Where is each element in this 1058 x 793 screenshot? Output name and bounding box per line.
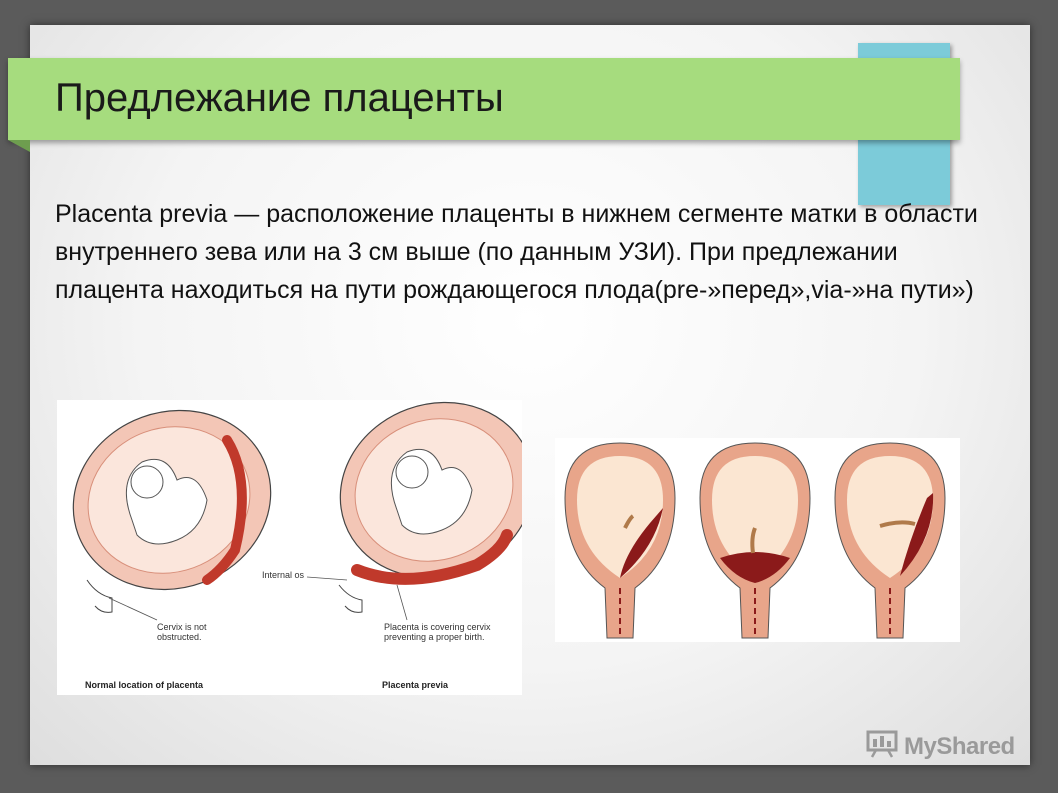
caption-normal-location: Normal location of placenta: [85, 680, 204, 690]
label-internal-os: Internal os: [262, 570, 305, 580]
previa-types-illustration: [555, 438, 960, 642]
projector-screen-icon: [866, 730, 898, 765]
previa-uterus-illustration: [307, 400, 522, 620]
myshared-watermark: [866, 732, 1015, 762]
previa-type-complete: [700, 443, 810, 638]
slide-title: Предлежание плаценты: [55, 76, 504, 120]
previa-type-marginal: [835, 443, 945, 638]
title-fold: [8, 140, 30, 152]
slide-body-text: Placenta previa — расположение плаценты в нижнем сегменте матки в области внутреннего зева или на 3 см выше (по данным УЗИ). При предлежании плацента находиться на пути рождающегося плода(pre-»перед»,via-»на пути»): [55, 200, 978, 304]
caption-placenta-previa: Placenta previa: [382, 680, 449, 690]
label-cervix-not-obstructed: Cervix is not obstructed.: [157, 622, 207, 642]
normal-uterus-illustration: [57, 400, 296, 620]
previa-types-figure: [555, 438, 960, 642]
watermark-text: MyShared: [904, 733, 1015, 760]
placenta-location-figure: [57, 400, 522, 695]
label-placenta-covering-cervix: Placenta is covering cervix preventing a proper birth.: [384, 622, 491, 642]
uterus-illustrations: [57, 400, 522, 695]
previa-type-partial: [565, 443, 675, 638]
